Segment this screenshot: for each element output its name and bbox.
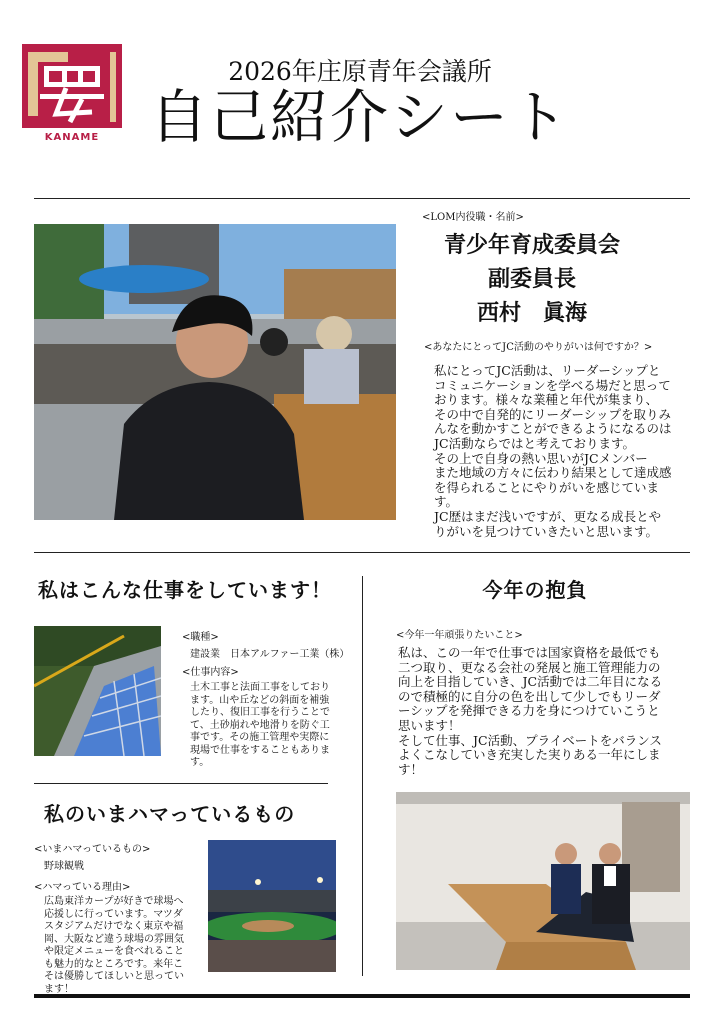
answer-line: その中で自発的にリーダーシップを取りみ [434, 406, 672, 422]
resolution-line: 思います！ [398, 717, 461, 733]
role-title: 副委員長 [487, 266, 576, 292]
resolution-heading: 今年の抱負 [482, 578, 588, 602]
content-line: 事です。その施工管理や実際に [190, 732, 330, 743]
resolution-text [398, 646, 694, 777]
resolution-line: 向上を目指していき、JC活動では二年目になる [398, 674, 663, 690]
hobby-reason-label: <ハマっている理由> [34, 882, 131, 893]
answer-line: コミュニケーションを学べる場だと思って [434, 377, 671, 393]
question-label: <あなたにとってJC活動のやりがいは何ですか？> [424, 342, 653, 353]
answer-line: その上で自身の熱い思いがJCメンバー [434, 450, 648, 466]
hobby-reason [44, 896, 204, 996]
resolution-line: ーシップを発揮できる力を身につけていこうと [398, 703, 660, 719]
hobby-item-label: <いまハマっているもの> [34, 844, 151, 855]
resolution-line: ので積極的に自分の色を出して少しでもリーダ [398, 688, 661, 704]
kaname-logo [22, 44, 122, 146]
content-line: 現場で仕事をすることもありま [190, 744, 330, 756]
reason-line: も魅力的なところです。来年こ [44, 958, 184, 970]
hobby-item-value: 野球観戦 [44, 861, 84, 872]
reason-line: スタジアムだけでなく東京や福 [44, 921, 184, 932]
answer-line: JC活動ならではと考えております。 [434, 435, 635, 451]
logo-wordmark: KANAME [44, 132, 100, 143]
resolution-line: す！ [398, 761, 424, 777]
committee-name: 青少年育成委員会 [443, 232, 620, 258]
resolution-line: そして仕事、JC活動、プライベートをバランス [398, 732, 662, 748]
work-hobby-divider [34, 783, 328, 784]
work-photo [34, 626, 161, 756]
header-year-title: 2026年庄原青年会議所 [228, 57, 492, 86]
resolution-line: 二つ取り、更なる会社の発展と施工管理能力の [398, 659, 661, 675]
job-label: <職種> [182, 632, 219, 643]
header-divider [34, 198, 690, 199]
column-divider [362, 576, 363, 976]
lom-label: <LOM内役職・名前> [422, 212, 524, 223]
profile-photo [34, 224, 396, 520]
logo-kanji-graphic [22, 44, 122, 128]
resolution-line: 私は、この一年で仕事では国家資格を最低でも [398, 645, 661, 660]
logo-mark [22, 44, 122, 128]
resolution-line: よくこなしていき充実した実りある一年にしま [398, 747, 661, 763]
middle-divider [34, 552, 690, 553]
resolution-label: <今年一年頑張りたいこと> [396, 630, 523, 641]
reason-line: や限定メニューを食べれること [44, 946, 184, 957]
content-line: て、土砂崩れや地滑りを防ぐ工 [190, 719, 330, 731]
reason-line: 広島東洋カープが好きで球場へ [44, 896, 184, 907]
job-content-label: <仕事内容> [182, 667, 239, 678]
content-line: 土木工事と法面工事をしており [190, 682, 330, 693]
job-value: 建設業 日本アルファー工業（株） [190, 649, 350, 660]
job-content [190, 682, 360, 770]
answer-line: JC歴はまだ浅いですが、更なる成長とや [434, 508, 662, 524]
reason-line: 応援しに行っています。マツダ [44, 908, 183, 920]
content-line: ます。山や丘などの斜面を補強 [190, 694, 330, 706]
reason-line: 岡、大阪など違う球場の雰囲気 [44, 933, 184, 945]
reason-line: ます！ [44, 983, 74, 995]
answer-line: を得られることにやりがいを感じていま [434, 479, 660, 495]
resolution-photo [396, 792, 690, 970]
hobby-photo [208, 840, 336, 972]
answer-line: また地域の方々に伝わり結果として達成感 [434, 465, 672, 481]
answer-line: おります。様々な業種と年代が集まり、 [434, 392, 659, 408]
footer-bar [34, 994, 690, 998]
answer-line: りがいを見つけていきたいと思います。 [434, 523, 659, 539]
page-title: 自己紹介シート [150, 83, 571, 151]
answer-line: 私にとってJC活動は、リーダーシップと [434, 363, 661, 378]
work-heading: 私はこんな仕事をしています！ [38, 578, 332, 602]
question-answer [434, 364, 698, 539]
content-line: したり、復旧工事を行うことで [190, 707, 330, 718]
answer-line: す。 [434, 494, 459, 510]
answer-line: んなを動かすことができるようになるのは [434, 421, 672, 437]
content-line: す。 [190, 757, 210, 768]
reason-line: そは優勝してほしいと思ってい [44, 971, 184, 982]
hobby-heading: 私のいまハマっているもの [44, 802, 296, 826]
member-name: 西村 眞海 [476, 300, 587, 326]
